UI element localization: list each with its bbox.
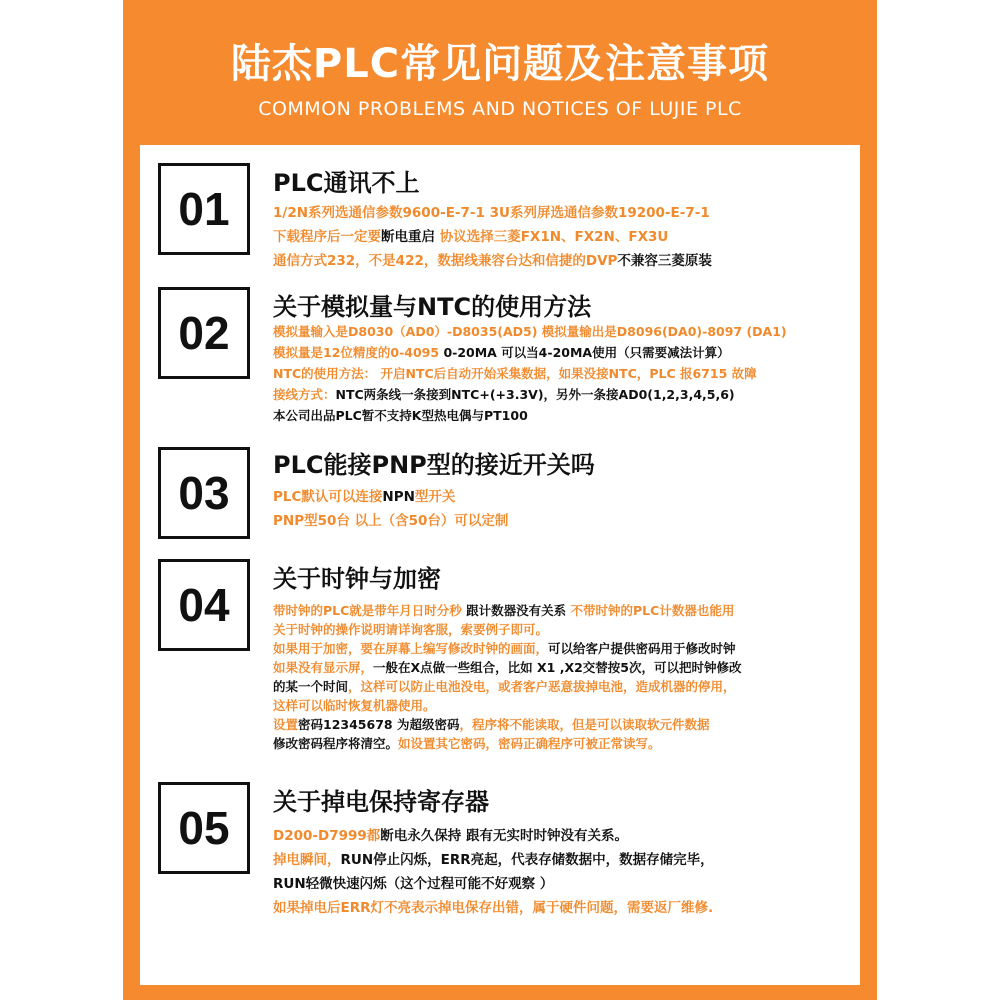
text-run: 如设置其它密码，密码正确程序可被正常读写。: [398, 736, 661, 751]
section-line: [273, 342, 853, 363]
section-line: [273, 824, 853, 848]
text-run: 可以给客户提供密码用于修改时钟: [548, 641, 736, 656]
text-run: 如果掉电后ERR灯不亮表示掉电保存出错，属于硬件问题，需要返厂维修.: [273, 900, 714, 916]
section-body: [273, 824, 853, 920]
section-line: [273, 384, 853, 405]
section-line: [273, 509, 853, 533]
section-line: [273, 848, 853, 872]
section-number-box: 03: [158, 447, 250, 539]
section-number-box: 05: [158, 782, 250, 874]
section-line: [273, 321, 853, 342]
text-run: D200-D7999都: [273, 828, 381, 844]
section-number-box: 01: [158, 163, 250, 255]
text-run: NTC的使用方法： 开启NTC后自动开始采集数据，如果没接NTC，PLC 报6715 故障: [273, 366, 757, 381]
section-title: 关于时钟与加密: [273, 565, 441, 593]
text-run: 如果用于加密，要在屏幕上编写修改时钟的画面，: [273, 641, 549, 656]
section-line: [273, 696, 853, 715]
text-run: RUN轻微快速闪烁（这个过程可能不好观察 ）: [273, 876, 554, 892]
text-run: 带时钟的PLC就是带年月日时分秒: [273, 603, 467, 618]
section-line: [273, 639, 853, 658]
section-title: 关于模拟量与NTC的使用方法: [273, 293, 592, 321]
section-line: [273, 620, 853, 639]
text-run: 本公司出品PLC暂不支持K型热电偶与PT100: [273, 408, 528, 423]
text-run: 一般在X点做一些组合，比如 X1 ,X2交替按5次，可以把时钟修改: [373, 660, 742, 675]
text-run: ，程序将不能读取，但是可以读取软元件数据: [459, 717, 710, 732]
text-run: ，这样可以防止电池没电，或者客户恶意拔掉电池，造成机器的停用，: [348, 679, 736, 694]
text-run: NPN: [382, 489, 415, 505]
section-line: [273, 872, 853, 896]
section-line: [273, 658, 853, 677]
section-line: [273, 601, 853, 620]
section-title: PLC能接PNP型的接近开关吗: [273, 451, 595, 479]
section-body: [273, 321, 853, 426]
section-line: [273, 896, 853, 920]
text-run: 关于时钟的操作说明请详询客服，索要例子即可。: [273, 622, 549, 637]
text-run: 断电重启: [381, 229, 435, 245]
text-run: 不兼容三菱原装: [617, 253, 712, 269]
text-run: 0-20MA 可以当4-20MA使用（只需要减法计算）: [443, 345, 730, 360]
section-line: [273, 485, 853, 509]
text-run: 掉电瞬间，: [273, 852, 341, 868]
text-run: 不带时钟的PLC计数器也能用: [570, 603, 735, 618]
text-run: 接线方式：: [273, 387, 336, 402]
text-run: 的某一个时间: [273, 679, 349, 694]
text-run: 如果没有显示屏，: [273, 660, 374, 675]
text-run: 断电永久保持 跟有无实时时钟没有关系。: [380, 828, 628, 844]
text-run: 模拟量是12位精度的0-4095: [273, 345, 444, 360]
section-line: [273, 249, 853, 273]
section-title: 关于掉电保持寄存器: [273, 788, 489, 816]
page-title: 陆杰PLC常见问题及注意事项: [230, 41, 770, 87]
section-line: [273, 677, 853, 696]
text-run: 协议选择三菱FX1N、FX2N、FX3U: [435, 229, 669, 245]
section-body: [273, 485, 853, 533]
text-run: 这样可以临时恢复机器使用。: [273, 698, 436, 713]
text-run: 跟计数器没有关系: [466, 603, 571, 618]
text-run: 修改密码程序将清空。: [273, 736, 399, 751]
section-line: [273, 201, 853, 225]
section-number-box: 04: [158, 559, 250, 651]
section-title: PLC通讯不上: [273, 169, 420, 197]
text-run: 型开关: [414, 489, 456, 505]
text-run: PLC默认可以连接: [273, 489, 383, 505]
section-line: [273, 715, 853, 734]
section-number-box: 02: [158, 287, 250, 379]
section-line: [273, 225, 853, 249]
text-run: 下载程序后一定要: [273, 229, 381, 245]
section-body: [273, 201, 853, 273]
text-run: 通信方式232，不是422，数据线兼容台达和信捷的DVP: [273, 253, 618, 269]
section-line: [273, 405, 853, 426]
text-run: 密码12345678 为超级密码: [298, 717, 460, 732]
text-run: PNP型50台 以上（含50台）可以定制: [273, 513, 509, 529]
section-line: [273, 363, 853, 384]
text-run: NTC两条线一条接到NTC+(+3.3V)，另外一条接AD0(1,2,3,4,5,6): [335, 387, 735, 402]
text-run: 设置: [273, 717, 299, 732]
text-run: 模拟量输入是D8030（AD0）-D8035(AD5) 模拟量输出是D8096(DA0)-8097 (DA1): [273, 324, 787, 339]
content-panel: [140, 145, 860, 985]
section-line: [273, 734, 853, 753]
text-run: RUN停止闪烁，ERR亮起，代表存储数据中，数据存储完毕，: [340, 852, 714, 868]
section-body: [273, 601, 853, 753]
page-subtitle: COMMON PROBLEMS AND NOTICES OF LUJIE PLC: [258, 98, 742, 120]
text-run: 1/2N系列选通信参数9600-E-7-1 3U系列屏选通信参数19200-E-7-1: [273, 205, 710, 221]
